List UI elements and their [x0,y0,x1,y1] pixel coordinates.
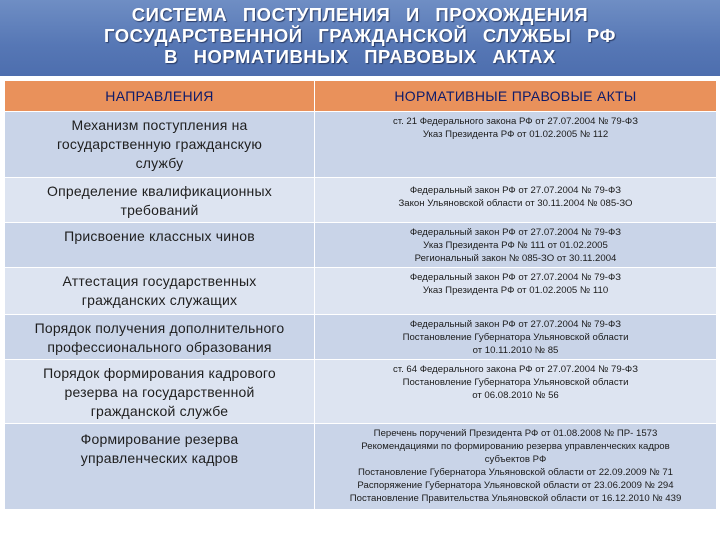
direction-cell: Порядок получения дополнительного профессионального образования [34,320,285,355]
acts-cell: Федеральный закон РФ от 27.07.2004 № 79-ФЗ Указ Президента РФ от 01.02.2005 № 110 [409,272,622,296]
table-row [5,112,717,178]
legal-acts-table [4,80,717,510]
acts-cell: Перечень поручений Президента РФ от 01.08.2008 № ПР- 1573 Рекомендациями по формированию резерва управленческих кадров субъектов РФ Постановление Губернатора Ульяновской области от 22.09.2009 № 71 Распоряжение Губернатора Ульяновской области от 23.06.2009 № 294 Постановление Правительства Ульяновской области от 16.12.2010 № 439 [349,428,682,504]
title-line-1: СИСТЕМА ПОСТУПЛЕНИЯ И ПРОХОЖДЕНИЯ [131,4,589,25]
direction-cell: Определение квалификационных требований [47,183,272,218]
acts-cell: ст. 64 Федерального закона РФ от 27.07.2004 № 79-ФЗ Постановление Губернатора Ульяновской области от 06.08.2010 № 56 [392,364,639,401]
direction-cell: Порядок формирования кадрового резерва на государственной гражданской службе [43,365,276,419]
title-line-2: ГОСУДАРСТВЕННОЙ ГРАЖДАНСКОЙ СЛУЖБЫ РФ [104,25,616,46]
direction-cell: Формирование резерва управленческих кадров [80,431,239,466]
acts-cell: Федеральный закон РФ от 27.07.2004 № 79-ФЗ Постановление Губернатора Ульяновской области от 10.11.2010 № 85 [402,319,629,356]
table-row [5,315,717,360]
direction-cell: Аттестация государственных гражданских служащих [62,273,257,308]
slide-title [0,0,720,76]
direction-cell: Механизм поступления на государственную гражданскую службу [56,117,263,171]
acts-cell: Федеральный закон РФ от 27.07.2004 № 79-ФЗ Указ Президента РФ № 111 от 01.02.2005 Региональный закон № 085-ЗО от 30.11.2004 [409,227,622,264]
table-row [5,424,717,510]
table-row [5,178,717,223]
acts-cell: Федеральный закон РФ от 27.07.2004 № 79-ФЗ Закон Ульяновской области от 30.11.2004 № 085-ЗО [398,185,633,209]
header-directions: НАПРАВЛЕНИЯ [5,81,315,112]
table-row [5,360,717,424]
table-row [5,223,717,268]
direction-cell: Присвоение классных чинов [64,228,255,244]
table-row [5,268,717,315]
title-line-3: В НОРМАТИВНЫХ ПРАВОВЫХ АКТАХ [164,46,556,67]
acts-cell: ст. 21 Федерального закона РФ от 27.07.2004 № 79-ФЗ Указ Президента РФ от 01.02.2005 № 112 [392,116,639,140]
table-header-row [5,81,717,112]
header-legal-acts: НОРМАТИВНЫЕ ПРАВОВЫЕ АКТЫ [315,81,717,112]
